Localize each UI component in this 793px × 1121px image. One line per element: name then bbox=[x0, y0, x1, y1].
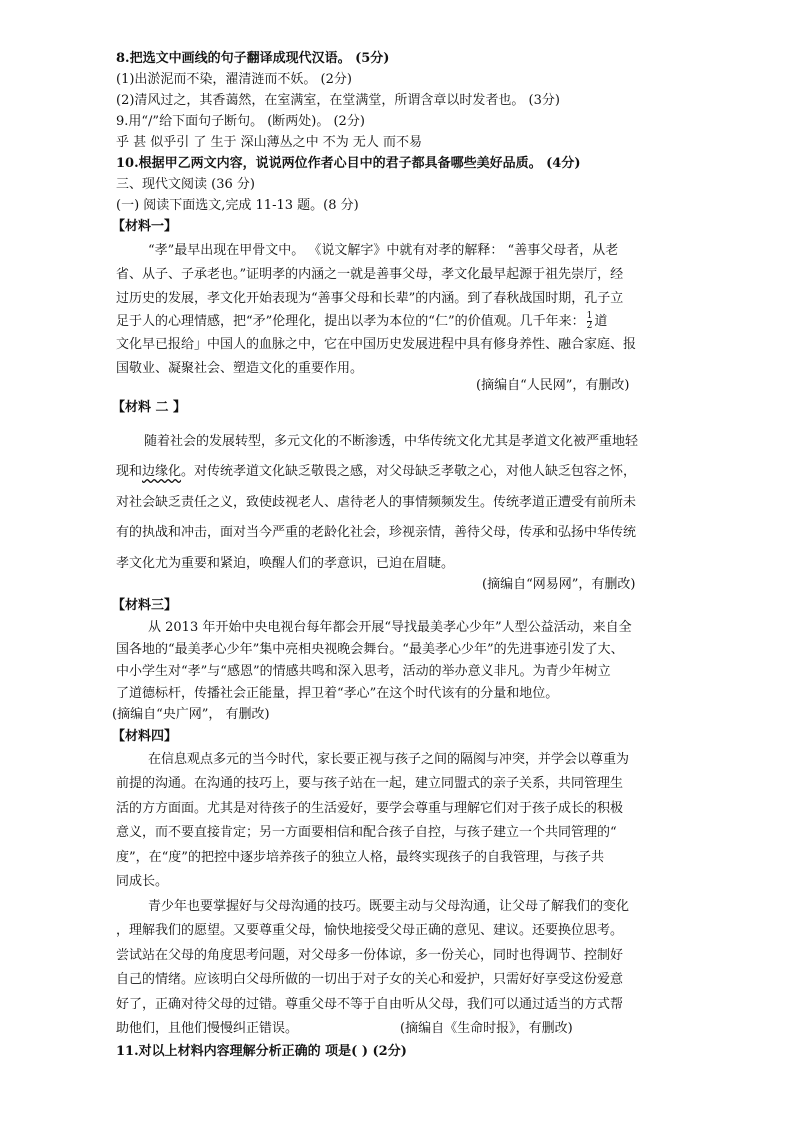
fraction-mark bbox=[587, 312, 593, 331]
section-3-heading: 三、现代文阅读 (36 分) bbox=[116, 177, 255, 192]
material-2-line-1: 随着社会的发展转型，多元文化的不断渗透，中华传统文化尤其是孝道文化被严重地轻 bbox=[144, 434, 639, 449]
material-1-line-6: 国敬业、凝聚社会、塑造文化的重要作用。 bbox=[116, 361, 364, 376]
material-4-line-5: 度”，在“度”的把控中逐步培养孩子的独立人格，最终实现孩子的自我管理，与孩子共 bbox=[116, 850, 604, 865]
material-4-line-2: 前提的沟通。在沟通的技巧上，要与孩子站在一起，建立同盟式的亲子关系，共同管理生 bbox=[116, 776, 624, 791]
material-4-p2-line-2: ，理解我们的愿望。又要尊重父母，愉快地接受父母正确的意见、建议。还要换位思考。 bbox=[116, 923, 624, 938]
material-3-line-1: 从 2013 年开始中央电视台每年都会开展“导找最美孝心少年”人型公益活动，来自全 bbox=[148, 620, 632, 635]
question-9: 9.用“/”给下面句子断句。 (断两处)。 (2分) bbox=[116, 114, 365, 129]
material-2-line-2-start: 现和 bbox=[116, 464, 143, 479]
material-3-line-4: 了道德标杆，传播社会正能量，捍卫着“孝心”在这个时代该有的分量和地位。 bbox=[116, 686, 559, 701]
material-4-line-4: 意义，而不要直接肯定；另一方面要相信和配合孩子自控，与孩子建立一个共同管理的“ bbox=[116, 825, 617, 840]
material-1-line-2: 省、从子、子承老也。”证明孝的内涵之一就是善事父母，孝文化最早起源于祖先崇厅，经 bbox=[116, 267, 624, 282]
material-1-line-4-text: 足于人的心理情感，把“矛”伦理化，提出以孝为本位的“仁”的价值观。几千年来： bbox=[116, 314, 585, 329]
question-9-sentence: 乎 甚 似乎引 了 生于 深山薄丛之中 不为 无人 而不易 bbox=[116, 135, 423, 150]
material-3-heading: 【材料三】 bbox=[112, 598, 178, 613]
material-1-line-4 bbox=[116, 312, 607, 331]
material-4-line-1: 在信息观点多元的当今时代，家长要正视与孩子之间的隔阂与冲突，并学会以尊重为 bbox=[148, 752, 630, 767]
question-8-part-1: (1)出淤泥而不染，濯清涟而不妖。 (2分) bbox=[116, 72, 352, 87]
material-2-line-2-end: 。对传统孝道文化缺乏敬畏之感，对父母缺乏孝敬之心，对他人缺乏包容之怀， bbox=[181, 464, 637, 479]
material-4-heading: 【材料四】 bbox=[112, 729, 178, 744]
material-4-line-3: 活的方方面面。尤其是对待孩子的生活爱好，要学会尊重与理解它们对于孩子成长的积极 bbox=[116, 801, 624, 816]
question-10: 10.根据甲乙两文内容，说说两位作者心目中的君子都具备哪些美好品质。 (4分) bbox=[116, 156, 581, 171]
material-4-line-6: 同成长。 bbox=[116, 874, 169, 889]
material-1-line-1: “孝”最早出现在甲骨文中。 《说文解字》中就有对孝的解释： “善事父母者，从老 bbox=[148, 243, 619, 258]
material-2-heading: 【材料 二 】 bbox=[112, 400, 187, 415]
material-3-source: (摘编自“央广网”， 有删改) bbox=[112, 707, 270, 722]
material-4-p2-line-5: 好了，正确对待父母的过错。尊重父母不等于自由听从父母，我们可以通过适当的方式帮 bbox=[116, 997, 624, 1012]
fraction-numerator: 1 bbox=[586, 311, 593, 321]
material-2-source: (摘编自“网易网”，有删改) bbox=[482, 577, 636, 592]
wavy-underlined-term: 边缘化 bbox=[142, 464, 182, 479]
material-4-p2-line-3: 尝试站在父母的角度思考问题，对父母多一份体谅，多一份关心，同时也得调节、控制好 bbox=[116, 948, 624, 963]
question-11: 11.对以上材料内容理解分析正确的 项是( ) (2分) bbox=[116, 1044, 407, 1059]
material-1-line-5: 文化早已报给」中国人的血脉之中，它在中国历史发展进程中具有修身养性、融合家庭、报 bbox=[116, 337, 637, 352]
material-1-line-4-tail: 道 bbox=[594, 314, 608, 329]
material-2-line-5: 孝文化尤为重要和紧迫，唤醒人们的孝意识，已迫在眉睫。 bbox=[116, 556, 455, 571]
material-2-line-3: 对社会缺乏责任之义，致使歧视老人、虐待老人的事情频频发生。传统孝道正遭受有前所未 bbox=[116, 495, 637, 510]
material-2-line-4: 有的执战和冲击，面对当今严重的老龄化社会，珍视亲情，善待父母，传承和弘扬中华传统 bbox=[116, 525, 637, 540]
material-1-line-3: 过历史的发展，孝文化开始表现为“善事父母和长辈”的内涵。到了春秋战国时期，孔子立 bbox=[116, 291, 624, 306]
material-2-line-2 bbox=[116, 463, 636, 481]
material-4-source: (摘编自《生命时报》，有删改) bbox=[400, 1021, 573, 1036]
question-8: 8.把选文中画线的句子翻译成现代汉语。 (5分) bbox=[116, 51, 390, 66]
fraction-denominator: 2 bbox=[586, 321, 593, 331]
material-1-heading: 【材料一】 bbox=[112, 219, 178, 234]
material-4-p2-line-6: 助他们，且他们慢慢纠正错误。 bbox=[116, 1021, 299, 1036]
material-4-p2-line-1: 青少年也要掌握好与父母沟通的技巧。既要主动与父母沟通，让父母了解我们的变化 bbox=[148, 899, 630, 914]
question-8-part-2: (2)清风过之，其香蔼然，在室满室，在堂满堂，所谓含章以时发者也。 (3分) bbox=[116, 93, 560, 108]
material-1-source: (摘编自“人民网”，有删改) bbox=[476, 378, 630, 393]
material-3-line-2: 国各地的“最美孝心少年”集中亮相央视晚会舞台。“最美孝心少年”的先进事迹引发了大、 bbox=[116, 642, 624, 657]
section-3-1-heading: (一) 阅读下面选文,完成 11-13 题。(8 分) bbox=[116, 198, 359, 213]
material-4-p2-line-4: 自己的情绪。应该明白父母所做的一切出于对子女的关心和爱护，只需好好享受这份爱意 bbox=[116, 972, 624, 987]
material-3-line-3: 中小学生对“孝”与“感恩”的情感共鸣和深入思考，活动的举办意义非凡。为青少年树立 bbox=[116, 664, 611, 679]
